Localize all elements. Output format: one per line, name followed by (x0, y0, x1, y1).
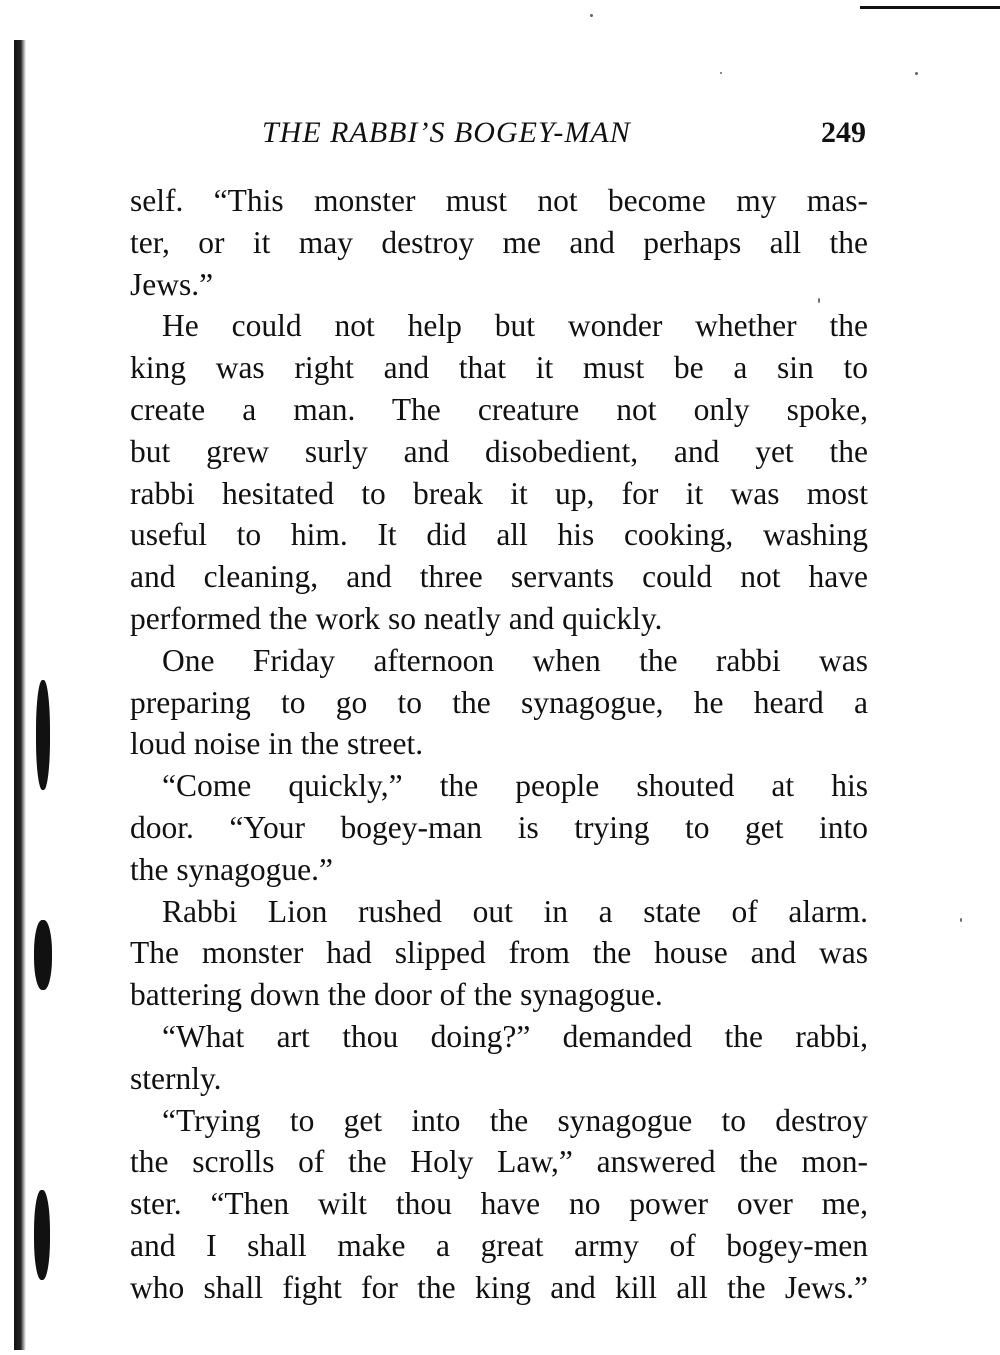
page-number: 249 (821, 116, 866, 149)
ink-blot (34, 1190, 50, 1280)
text-line: One Friday afternoon when the rabbi was (162, 642, 868, 678)
text-line: ster. “Then wilt thou have no power over me, (130, 1186, 868, 1222)
text-line: preparing to go to the synagogue, he heard a (130, 684, 868, 720)
top-edge-rule (860, 6, 1000, 9)
ink-blot (34, 920, 52, 990)
text-line: who shall fight for the king and kill all the Jews.” (130, 1269, 868, 1305)
text-line: Rabbi Lion rushed out in a state of alarm. (162, 893, 868, 929)
text-line: ter, or it may destroy me and perhaps all the (130, 224, 868, 260)
text-line: the synagogue.” (130, 851, 333, 887)
text-line: “Trying to get into the synagogue to destroy (162, 1102, 868, 1138)
binding-shadow (14, 40, 26, 1350)
text-line: create a man. The creature not only spoke, (130, 391, 868, 427)
page-header (262, 116, 866, 156)
text-line: Jews.” (130, 266, 214, 302)
text-line: The monster had slipped from the house and was (130, 935, 868, 971)
text-line: the scrolls of the Holy Law,” answered the mon- (130, 1144, 868, 1180)
text-line: loud noise in the street. (130, 726, 424, 762)
text-line: useful to him. It did all his cooking, washing (130, 517, 868, 553)
text-line: king was right and that it must be a sin to (130, 350, 868, 386)
print-speck (720, 72, 722, 74)
text-line: He could not help but wonder whether the (162, 308, 868, 344)
text-line: rabbi hesitated to break it up, for it was most (130, 475, 868, 511)
text-line: door. “Your bogey-man is trying to get into (130, 809, 868, 845)
text-line: and cleaning, and three servants could not have (130, 559, 868, 595)
text-line: performed the work so neatly and quickly. (130, 600, 663, 636)
text-line: “Come quickly,” the people shouted at his (162, 768, 868, 804)
print-speck (590, 14, 593, 17)
text-line: battering down the door of the synagogue. (130, 977, 663, 1013)
print-speck (915, 72, 918, 75)
running-title: THE RABBI’S BOGEY-MAN (262, 116, 631, 149)
body-text (130, 180, 868, 1309)
text-line: self. “This monster must not become my mas- (130, 183, 868, 218)
print-speck (960, 918, 962, 922)
ink-blot (36, 680, 50, 790)
text-line: and I shall make a great army of bogey-men (130, 1227, 868, 1263)
text-line: sternly. (130, 1060, 222, 1096)
text-line: “What art thou doing?” demanded the rabbi, (162, 1018, 868, 1054)
text-line: but grew surly and disobedient, and yet the (130, 433, 868, 469)
